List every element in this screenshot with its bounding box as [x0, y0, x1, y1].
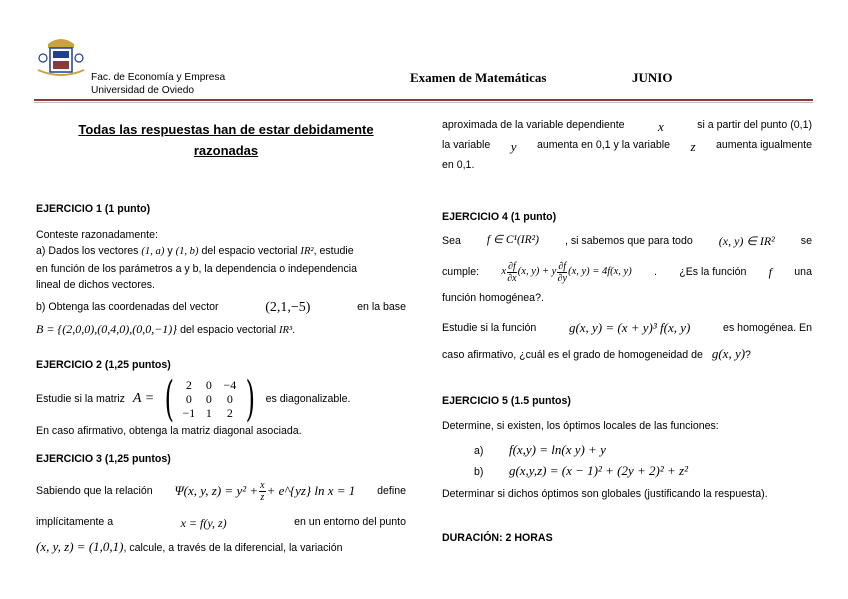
ex5-outro: Determinar si dichos óptimos son globales (justificando la respuesta). [442, 488, 768, 500]
university-name: Universidad de Oviedo [91, 85, 195, 96]
ex3-line2: implícitamente a x = f(y, z) en un entorno del punto [36, 516, 406, 530]
ex2-matrix-line: Estudie si la matriz A = ( 2 0 −4 0 0 0 −1 1 2 ) es diagonalizable. [36, 371, 351, 427]
matrix-cell: 2 [226, 406, 233, 420]
ex5-heading: EJERCICIO 5 (1.5 puntos) [442, 395, 571, 407]
ex3-heading: EJERCICIO 3 (1,25 puntos) [36, 453, 171, 465]
ex2-line2: En caso afirmativo, obtenga la matriz diagonal asociada. [36, 425, 302, 437]
ex4-line4: Estudie si la función g(x, y) = (x + y)³ f(x, y) es homogénea. En [442, 320, 812, 335]
ex2-heading: EJERCICIO 2 (1,25 puntos) [36, 359, 171, 371]
ex1-body: Conteste razonadamente: a) Dados los vectores (1, a) y (1, b) del espacio vectorial IR², estudie en función de los parámetros a y b, la dependencia o independencia lineal de dichos vectores. b) Obtenga las coordenadas del vector (2,1,−5) en la base B = {(2,0,0),(0,4,0),(0,0,−1)} del espacio vectorial IR³. [36, 229, 406, 337]
ex3-continuation: aproximada de la variable dependiente x si a partir del punto (0,1) la variable y aumenta en 0,1 y la variable z aumenta igualmente en 0,1. [442, 119, 812, 172]
matrix-cell: 0 [185, 392, 192, 406]
ex5-intro: Determine, si existen, los óptimos locales de las funciones: [442, 420, 719, 432]
matrix-a: ( 2 0 −4 0 0 0 −1 1 2 ) [164, 371, 255, 427]
ex5-functions: a) f(x,y) = ln(x y) + y b) g(x,y,z) = (x − 1)² + (2y + 2)² + z² [474, 442, 688, 478]
ex4-line2: cumple: x $\frac{\partial f}{\partial x}$ (x, y) + y $\frac{\partial f}{\partial y}$ (x, y) = 4f(x, y) . ¿Es la función f una [442, 260, 812, 284]
exam-duration: DURACIÓN: 2 HORAS [442, 532, 553, 544]
matrix-cell: 0 [205, 378, 212, 392]
faculty-name: Fac. de Economía y Empresa [91, 72, 226, 83]
header-rule [34, 99, 813, 101]
matrix-cell: 0 [205, 392, 212, 406]
matrix-cell: 0 [226, 392, 233, 406]
matrix-cell: 2 [185, 378, 192, 392]
ex1-heading: EJERCICIO 1 (1 punto) [36, 203, 151, 215]
exam-title: Examen de Matemáticas [410, 70, 547, 85]
notice: Todas las respuestas han de estar debidamente razonadas [78, 122, 374, 158]
matrix-cell: −4 [223, 378, 237, 392]
ex4-line1: Sea f ∈ C¹(IR²) , si sabemos que para todo (x, y) ∈ IR² se [442, 234, 812, 248]
university-logo [36, 34, 86, 80]
matrix-cell: −1 [182, 406, 196, 420]
exam-month: JUNIO [632, 70, 673, 85]
ex4-line3: función homogénea?. [442, 292, 544, 304]
header-rule-thin [34, 102, 813, 103]
ex3-relation-line: Sabiendo que la relación Ψ(x, y, z) = y² + $\frac{x}{z}$ + e^{yz} ln x = 1 define [36, 479, 406, 503]
ex3-line3: (x, y, z) = (1,0,1), calcule, a través de la diferencial, la variación [36, 539, 343, 554]
ex4-heading: EJERCICIO 4 (1 punto) [442, 211, 557, 223]
ex4-line5: caso afirmativo, ¿cuál es el grado de homogeneidad de g(x, y)? [442, 346, 751, 361]
matrix-cell: 1 [205, 406, 212, 420]
